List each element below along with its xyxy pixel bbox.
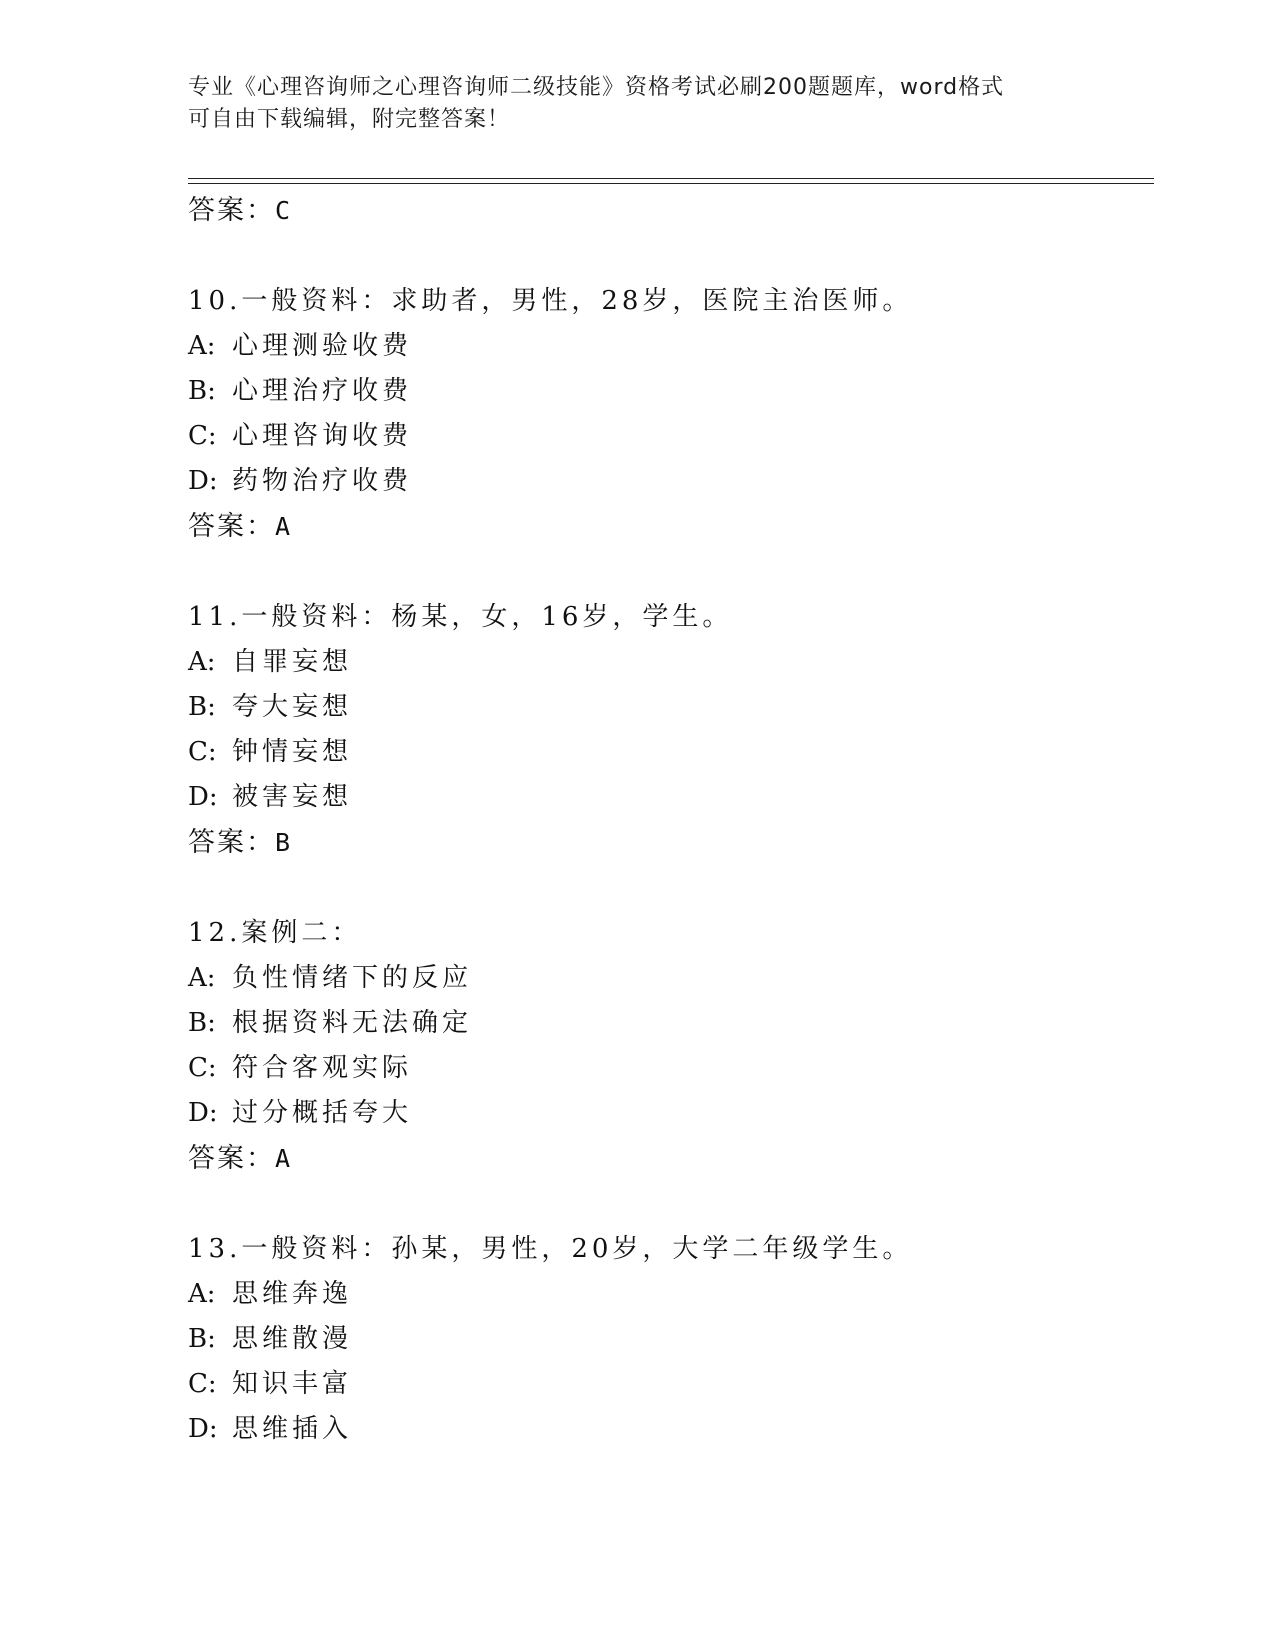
- question-item: [188, 910, 1148, 1182]
- option-c: [188, 1362, 1148, 1407]
- answer-key: B: [275, 828, 293, 857]
- option-text: 知识丰富: [232, 1369, 353, 1399]
- option-label: C:: [188, 421, 217, 451]
- header-line-1: 专业《心理咨询师之心理咨询师二级技能》资格考试必刷200题题库，word格式: [188, 75, 1005, 100]
- option-label: B:: [188, 376, 216, 406]
- option-text: 心理治疗收费: [232, 376, 413, 406]
- option-d: [188, 459, 1148, 504]
- option-text: 自罪妄想: [232, 647, 353, 677]
- option-label: D:: [188, 1098, 218, 1128]
- header-line-2: 可自由下载编辑，附完整答案！: [188, 107, 511, 132]
- option-label: A:: [188, 331, 216, 361]
- question-item: [188, 1226, 1148, 1452]
- option-text: 药物治疗收费: [232, 466, 413, 496]
- answer-key: C: [275, 196, 293, 225]
- option-text: 过分概括夸大: [232, 1098, 413, 1128]
- option-text: 根据资料无法确定: [232, 1008, 473, 1038]
- option-label: B:: [188, 1324, 216, 1354]
- answer-key: A: [275, 1144, 293, 1173]
- option-c: [188, 1046, 1148, 1091]
- option-d: [188, 1091, 1148, 1136]
- answer-line: [188, 504, 1148, 550]
- option-label: A:: [188, 963, 216, 993]
- option-d: [188, 1407, 1148, 1452]
- answer-key: A: [275, 512, 293, 541]
- header-divider-top: [188, 178, 1154, 179]
- header-divider-bottom: [188, 183, 1154, 184]
- answer-line: [188, 1136, 1148, 1182]
- question-title: 12.案例二：: [188, 918, 362, 948]
- option-text: 钟情妄想: [232, 737, 353, 767]
- option-text: 思维奔逸: [232, 1279, 353, 1309]
- option-a: [188, 324, 1148, 369]
- answer-prefix: 答案：: [188, 195, 275, 226]
- option-b: [188, 685, 1148, 730]
- option-label: D:: [188, 1414, 218, 1444]
- option-text: 夸大妄想: [232, 692, 353, 722]
- option-b: [188, 1317, 1148, 1362]
- option-text: 思维插入: [232, 1414, 353, 1444]
- option-a: [188, 956, 1148, 1001]
- option-c: [188, 414, 1148, 459]
- document-header: [188, 72, 1068, 136]
- option-label: B:: [188, 692, 216, 722]
- answer-prefix: 答案：: [188, 511, 275, 542]
- question-title: 11.一般资料：杨某，女，16岁，学生。: [188, 602, 733, 632]
- option-text: 心理测验收费: [232, 331, 413, 361]
- option-text: 被害妄想: [232, 782, 353, 812]
- option-label: D:: [188, 466, 218, 496]
- question-list: [188, 188, 1148, 1452]
- answer-line: [188, 188, 1148, 234]
- option-c: [188, 730, 1148, 775]
- answer-line: [188, 820, 1148, 866]
- option-text: 心理咨询收费: [232, 421, 413, 451]
- question-item: [188, 278, 1148, 550]
- question-title: 13.一般资料：孙某，男性，20岁，大学二年级学生。: [188, 1234, 913, 1264]
- option-label: A:: [188, 1279, 216, 1309]
- answer-prefix: 答案：: [188, 827, 275, 858]
- option-a: [188, 1272, 1148, 1317]
- option-label: A:: [188, 647, 216, 677]
- option-b: [188, 1001, 1148, 1046]
- option-a: [188, 640, 1148, 685]
- option-b: [188, 369, 1148, 414]
- question-item: [188, 594, 1148, 866]
- option-label: C:: [188, 1053, 217, 1083]
- option-text: 思维散漫: [232, 1324, 353, 1354]
- answer-prefix: 答案：: [188, 1143, 275, 1174]
- option-label: D:: [188, 782, 218, 812]
- option-label: C:: [188, 1369, 217, 1399]
- option-text: 符合客观实际: [232, 1053, 413, 1083]
- option-label: C:: [188, 737, 217, 767]
- option-text: 负性情绪下的反应: [232, 963, 473, 993]
- option-label: B:: [188, 1008, 216, 1038]
- option-d: [188, 775, 1148, 820]
- question-title: 10.一般资料：求助者，男性，28岁，医院主治医师。: [188, 286, 913, 316]
